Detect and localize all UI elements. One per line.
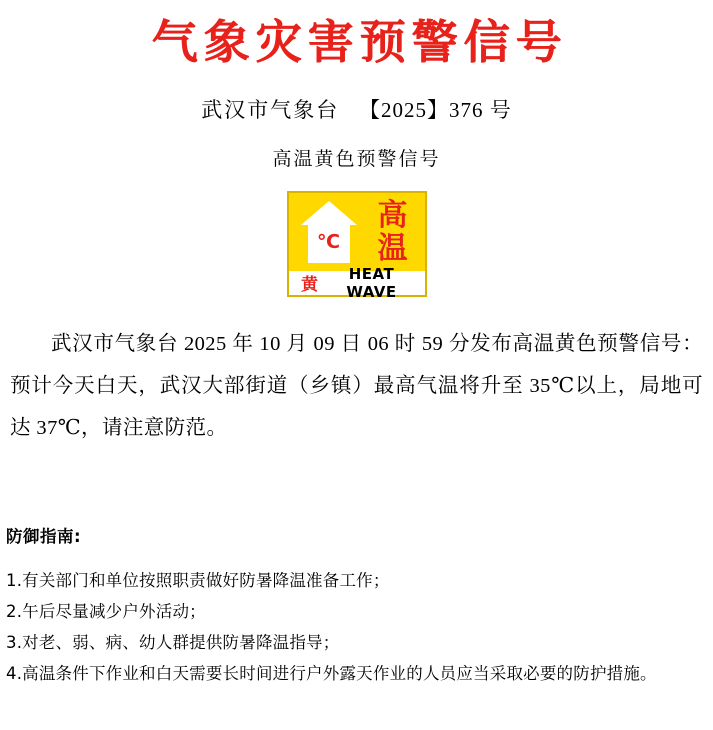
document-page [0, 14, 713, 730]
house-icon [301, 201, 357, 263]
guide-title: 防御指南: [6, 526, 82, 546]
heat-wave-yellow-warning-icon [287, 191, 427, 301]
degree-celsius-label: ℃ [316, 230, 340, 253]
document-number: 【2025】376 号 [359, 97, 512, 122]
warning-icon-container [0, 191, 713, 301]
signal-name: 高温黄色预警信号 [272, 148, 441, 170]
list-item: 2.午后尽量减少户外活动； [6, 601, 206, 621]
list-item: 1.有关部门和单位按照职责做好防暑降温准备工作； [6, 570, 390, 590]
icon-english-label: HEAT WAVE [346, 264, 397, 301]
house-roof-shape [301, 201, 357, 225]
guide-list [6, 565, 707, 689]
list-item: 4.高温条件下作业和白天需要长时间进行户外露天作业的人员应当采取必要的防护措施。 [6, 663, 657, 683]
warning-body-text: 武汉市气象台 2025 年 10 月 09 日 06 时 59 分发布高温黄色预警信号：预计今天白天，武汉大部街道（乡镇）最高气温将升至 35℃以上，局地可达 37℃，请注意防范。 [10, 332, 703, 439]
icon-color-level-label: 黄 [301, 275, 318, 295]
page-title: 气象灾害预警信号 [151, 15, 568, 69]
issuer-line [0, 94, 713, 124]
icon-high-temperature-label: 高温 [377, 197, 408, 266]
icon-footer-bar [289, 264, 425, 301]
issuer-name: 武汉市气象台 [201, 97, 340, 122]
list-item: 3.对老、弱、病、幼人群提供防暑降温指导； [6, 632, 340, 652]
